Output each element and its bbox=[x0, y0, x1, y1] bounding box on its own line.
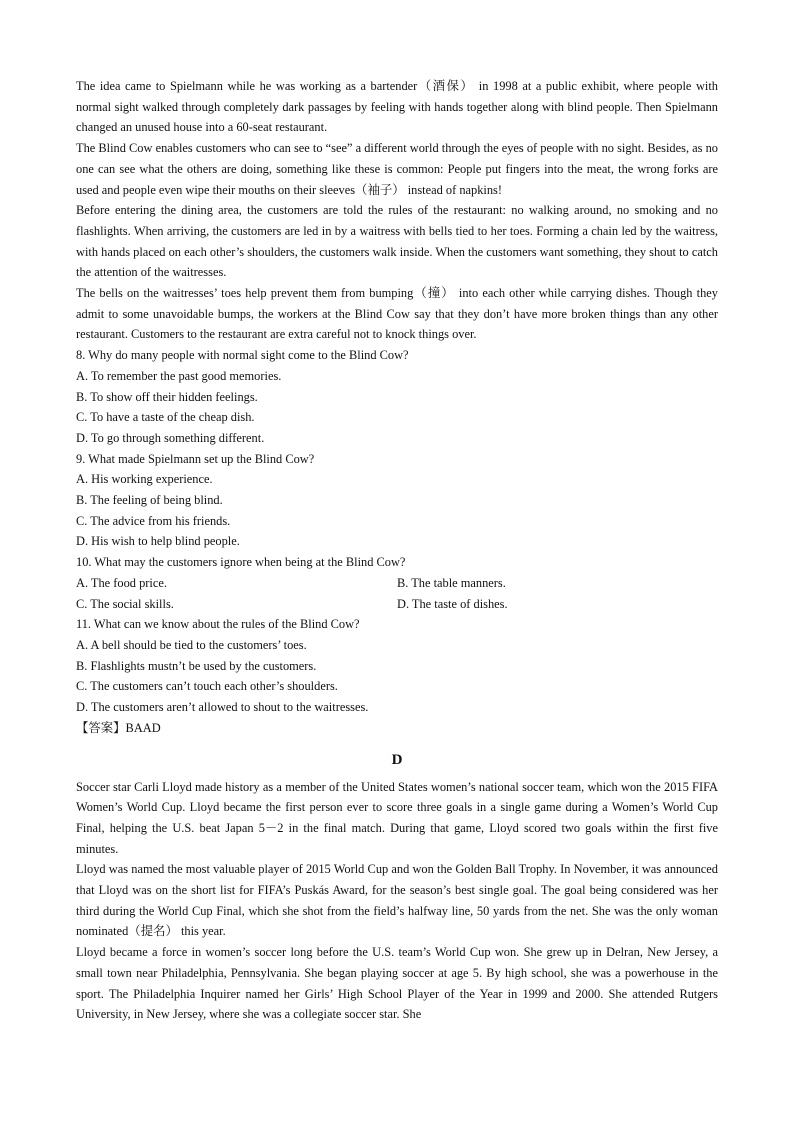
question-9-stem: 9. What made Spielmann set up the Blind Cow? bbox=[76, 451, 315, 466]
question-10-option-d: D. The taste of dishes. bbox=[397, 596, 508, 611]
passage-c-paragraph-3: Before entering the dining area, the customers are told the rules of the restaurant: no walking around, no smoking and no flashlights. When arriving, the customers are led in by a waitress with bells tied to her toes. Forming a chain led by the waitress, with hands placed on each other’s shoulders, the customers walk inside. When the customers want something, they shout to catch the attention of the waitresses. bbox=[76, 203, 718, 280]
question-9 bbox=[76, 449, 718, 553]
question-11-option-a: A. A bell should be tied to the customers’ toes. bbox=[76, 637, 307, 652]
question-10-option-a: A. The food price. bbox=[76, 575, 167, 590]
passage-d-paragraph-3: Lloyd became a force in women’s soccer long before the U.S. team’s World Cup won. She grew up in Delran, New Jersey, a small town near Philadelphia, Pennsylvania. She began playing soccer at age 5. By high school, she was a powerhouse in the sport. The Philadelphia Inquirer named her Girls’ High School Player of the Year in 1999 and 2000. She attended Rutgers University, in New Jersey, where she was a collegiate soccer star. She bbox=[76, 945, 718, 1022]
passage-c-paragraph-2: The Blind Cow enables customers who can see to “see” a different world through the eyes of people with no sight. Besides, as no one can see what the others are doing, something like these is common: People put fingers into the meat, the wrong forks are used and people even wipe their mouths on their sleeves（袖子） instead of napkins! bbox=[76, 141, 718, 197]
question-11-option-b: B. Flashlights mustn’t be used by the customers. bbox=[76, 658, 317, 673]
question-8-stem: 8. Why do many people with normal sight come to the Blind Cow? bbox=[76, 348, 409, 363]
passage-c-paragraph-1: The idea came to Spielmann while he was working as a bartender（酒保） in 1998 at a public exhibit, where people with normal sight walked through completely dark passages by feeling with hands together along with blind people. Then Spielmann changed an unused house into a 60-seat restaurant. bbox=[76, 79, 718, 135]
answer-key: 【答案】BAAD bbox=[76, 720, 161, 735]
question-9-option-c: C. The advice from his friends. bbox=[76, 513, 231, 528]
document-page bbox=[76, 76, 718, 1025]
question-10-options-row-1 bbox=[76, 573, 718, 594]
question-10-option-b: B. The table manners. bbox=[397, 575, 506, 590]
question-11 bbox=[76, 614, 718, 718]
question-8 bbox=[76, 345, 718, 449]
passage-d-paragraph-1: Soccer star Carli Lloyd made history as a member of the United States women’s national soccer team, which won the 2015 FIFA Women’s World Cup. Lloyd became the first person ever to score three goals in a single game during a Women’s World Cup Final, helping the U.S. beat Japan 5－2 in the final match. During that game, Lloyd scored two goals within the first five minutes. bbox=[76, 779, 718, 856]
question-9-option-a: A. His working experience. bbox=[76, 472, 213, 487]
section-d-heading: D bbox=[391, 751, 403, 768]
question-8-option-a: A. To remember the past good memories. bbox=[76, 368, 282, 383]
question-8-option-c: C. To have a taste of the cheap dish. bbox=[76, 410, 255, 425]
question-9-option-d: D. His wish to help blind people. bbox=[76, 534, 240, 549]
passage-d-paragraph-2: Lloyd was named the most valuable player of 2015 World Cup and won the Golden Ball Trophy. In November, it was announced that Lloyd was on the short list for FIFA’s Puskás Award, for the season’s best single goal. The goal being considered was her third during the World Cup Final, which she shot from the field’s halfway line, 50 yards from the net. She was the only woman nominated（提名） this year. bbox=[76, 862, 718, 939]
question-10-options-row-2 bbox=[76, 594, 718, 615]
question-11-option-c: C. The customers can’t touch each other’s shoulders. bbox=[76, 679, 338, 694]
question-8-option-d: D. To go through something different. bbox=[76, 430, 265, 445]
question-11-option-d: D. The customers aren’t allowed to shout to the waitresses. bbox=[76, 700, 369, 715]
question-9-option-b: B. The feeling of being blind. bbox=[76, 493, 223, 508]
passage-c-paragraph-4: The bells on the waitresses’ toes help prevent them from bumping（撞） into each other while carrying dishes. Though they admit to some unavoidable bumps, the workers at the Blind Cow say that they don’t have more broken things than any other restaurant. Customers to the restaurant are extra careful not to knock things over. bbox=[76, 286, 718, 342]
question-10-stem: 10. What may the customers ignore when being at the Blind Cow? bbox=[76, 555, 406, 570]
question-8-option-b: B. To show off their hidden feelings. bbox=[76, 389, 258, 404]
question-11-stem: 11. What can we know about the rules of the Blind Cow? bbox=[76, 617, 360, 632]
question-10 bbox=[76, 552, 718, 614]
question-10-option-c: C. The social skills. bbox=[76, 596, 174, 611]
